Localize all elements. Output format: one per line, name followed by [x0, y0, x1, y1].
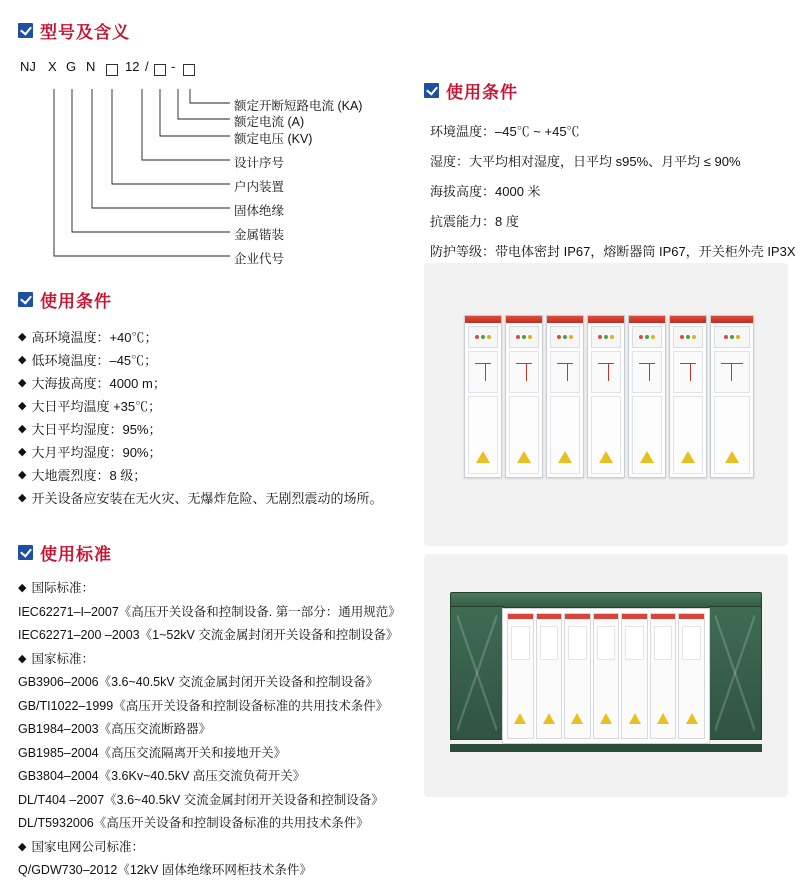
indicator-green	[563, 335, 567, 339]
section-title-model: 型号及含义	[40, 23, 130, 42]
section-header-conditions-right	[424, 78, 788, 103]
indicator-red	[475, 335, 479, 339]
kiosk-cabinet	[678, 613, 705, 739]
warning-triangle-icon	[681, 451, 695, 463]
switchgear-lineup	[464, 315, 754, 478]
warning-triangle-icon	[640, 451, 654, 463]
check-mark-icon	[18, 23, 33, 38]
warning-triangle-icon	[571, 713, 583, 724]
indicator-yellow	[610, 335, 614, 339]
cabinet-lower-door	[714, 396, 750, 474]
indicator-yellow	[692, 335, 696, 339]
indicator-green	[604, 335, 608, 339]
warning-triangle-icon	[686, 713, 698, 724]
cabinet-lower-door	[550, 396, 580, 474]
kiosk-base	[450, 744, 762, 752]
model-char-8: -	[171, 59, 176, 74]
model-label-3: 设计序号	[234, 156, 285, 170]
diamond-icon: ◆	[18, 582, 27, 594]
door-panel-pattern	[457, 615, 497, 731]
condition-line: 湿度：大平均相对湿度，日平均 s95%、月平均 ≤ 90%	[430, 154, 741, 169]
indicator-green	[522, 335, 526, 339]
cabinet-indicator-panel	[632, 326, 662, 348]
standards-item: GB3804–2004《3.6Kv~40.5kV 高压交流负荷开关》	[18, 769, 306, 783]
model-char-5: 12	[125, 59, 140, 74]
list-item-label: 大日平均温度 +35℃；	[31, 399, 162, 414]
indicator-red	[598, 335, 602, 339]
cabinet-indicator-panel	[673, 326, 703, 348]
diamond-icon: ◆	[18, 331, 27, 343]
indicator-green	[730, 335, 734, 339]
product-image-switchgear-lineup	[424, 263, 788, 546]
list-item	[18, 418, 418, 441]
cabinet-lower-door	[632, 396, 662, 474]
cabinet-lower-door	[509, 396, 539, 474]
indicator-green	[481, 335, 485, 339]
cabinet-top-strip	[629, 316, 665, 323]
condition-line: 海拔高度：4000 米	[430, 184, 541, 199]
model-label-5: 固体绝缘	[234, 204, 285, 218]
left-column	[18, 18, 418, 883]
kiosk-interior	[502, 608, 710, 744]
cabinet-mimic-panel	[673, 351, 703, 393]
cabinet-top-strip	[588, 316, 624, 323]
standards-group-head	[18, 836, 418, 860]
door-panel-pattern	[715, 615, 755, 731]
indicator-yellow	[487, 335, 491, 339]
list-item-label: 开关设备应安装在无火灾、无爆炸危险、无剧烈震动的场所。	[31, 491, 383, 506]
standards-item: DL/T5932006《高压开关设备和控制设备标准的共用技术条件》	[18, 816, 369, 830]
cabinet-top-strip	[670, 316, 706, 323]
list-item-label: 大海拔高度：4000 m；	[31, 376, 166, 391]
list-item	[18, 487, 418, 510]
condition-line: 抗震能力：8 度	[430, 214, 519, 229]
cabinet-mimic-panel	[632, 351, 662, 393]
standards-item: GB3906–2006《3.6~40.5kV 交流金属封闭开关设备和控制设备》	[18, 675, 379, 689]
diamond-icon: ◆	[18, 652, 27, 665]
standards-list	[18, 577, 418, 883]
cabinet-lower-door	[468, 396, 498, 474]
warning-triangle-icon	[558, 451, 572, 463]
indicator-red	[516, 335, 520, 339]
cabinet-top-strip	[565, 614, 590, 619]
product-image-kiosk-substation	[424, 554, 788, 797]
model-label-0: 额定开断短路电流 (KA)	[234, 99, 363, 113]
cabinet-top-strip	[679, 614, 704, 619]
warning-triangle-icon	[629, 713, 641, 724]
diamond-icon: ◆	[18, 492, 27, 504]
cabinet-mimic-panel	[682, 626, 701, 660]
switchgear-cabinet	[587, 315, 625, 478]
cabinet-indicator-panel	[550, 326, 580, 348]
warning-triangle-icon	[657, 713, 669, 724]
switchgear-cabinet	[505, 315, 543, 478]
standards-item: GB1984–2003《高压交流断路器》	[18, 722, 212, 736]
cabinet-mimic-panel	[597, 626, 616, 660]
warning-triangle-icon	[599, 451, 613, 463]
check-mark-icon	[18, 292, 33, 307]
standards-item: Q/GDW730–2012《12kV 固体绝缘环网柜技术条件》	[18, 863, 312, 877]
list-item	[18, 372, 418, 395]
standards-item: DL/T404 –2007《3.6~40.5kV 交流金属封闭开关设备和控制设备》	[18, 792, 384, 807]
warning-triangle-icon	[543, 713, 555, 724]
list-item-label: 低环境温度：–45℃；	[31, 353, 158, 368]
standards-group-label: 国家电网公司标准：	[31, 839, 144, 854]
model-label-7: 企业代号	[234, 252, 285, 266]
model-char-6: /	[145, 59, 149, 74]
kiosk-cabinet	[507, 613, 534, 739]
list-item-label: 高环境温度：+40℃；	[31, 330, 158, 345]
model-label-2: 额定电压 (KV)	[234, 132, 313, 146]
model-label-6: 金属锴装	[234, 228, 285, 242]
model-char-3: N	[86, 59, 96, 74]
warning-triangle-icon	[514, 713, 526, 724]
conditions-right-list	[424, 117, 796, 267]
condition-line: 环境温度：–45℃ ~ +45℃	[430, 124, 580, 139]
cabinet-indicator-panel	[468, 326, 498, 348]
list-item-label: 大地震烈度：8 级；	[31, 468, 147, 483]
section-title-standards: 使用标准	[40, 545, 112, 564]
kiosk-cabinet	[593, 613, 620, 739]
indicator-green	[686, 335, 690, 339]
indicator-green	[645, 335, 649, 339]
cabinet-mimic-panel	[509, 351, 539, 393]
cabinet-top-strip	[594, 614, 619, 619]
diamond-icon: ◆	[18, 469, 27, 481]
cabinet-mimic-panel	[625, 626, 644, 660]
cabinet-mimic-panel	[714, 351, 750, 393]
list-item-label: 大月平均湿度：90%；	[31, 445, 162, 460]
kiosk-substation	[450, 592, 762, 752]
diamond-icon: ◆	[18, 377, 27, 389]
section-title-conditions-right: 使用条件	[446, 83, 518, 102]
indicator-yellow	[569, 335, 573, 339]
kiosk-cabinet	[650, 613, 677, 739]
standards-group-label: 国际标准：	[31, 581, 94, 595]
switchgear-cabinet	[710, 315, 754, 478]
diamond-icon: ◆	[18, 400, 27, 412]
standards-item: GB/TI1022–1999《高压开关设备和控制设备标准的共用技术条件》	[18, 698, 389, 713]
section-header-conditions-left	[18, 287, 418, 312]
cabinet-mimic-panel	[511, 626, 530, 660]
model-label-4: 户内装置	[234, 180, 285, 194]
indicator-yellow	[736, 335, 740, 339]
kiosk-cabinet	[536, 613, 563, 739]
check-mark-icon	[424, 83, 439, 98]
kiosk-right-door	[708, 606, 762, 740]
cabinet-top-strip	[537, 614, 562, 619]
warning-triangle-icon	[725, 451, 739, 463]
kiosk-cabinet	[564, 613, 591, 739]
cabinet-top-strip	[547, 316, 583, 323]
indicator-red	[557, 335, 561, 339]
warning-triangle-icon	[600, 713, 612, 724]
condition-line: 防护等级：带电体密封 IP67，熔断器筒 IP67，开关柜外壳 IP3X	[430, 244, 796, 259]
kiosk-cabinet	[621, 613, 648, 739]
switchgear-cabinet	[464, 315, 502, 478]
model-char-2: G	[66, 59, 77, 74]
cabinet-indicator-panel	[714, 326, 750, 348]
list-item	[18, 395, 418, 418]
cabinet-top-strip	[508, 614, 533, 619]
diamond-icon: ◆	[18, 840, 27, 853]
standards-item: IEC62271–200 –2003《1~52kV 交流金属封闭开关设备和控制设备》	[18, 628, 399, 642]
cabinet-mimic-panel	[568, 626, 587, 660]
cabinet-mimic-panel	[540, 626, 559, 660]
warning-triangle-icon	[517, 451, 531, 463]
diamond-icon: ◆	[18, 446, 27, 458]
cabinet-top-strip	[465, 316, 501, 323]
model-label-1: 额定电流 (A)	[234, 115, 305, 129]
cabinet-indicator-panel	[509, 326, 539, 348]
indicator-red	[680, 335, 684, 339]
warning-triangle-icon	[476, 451, 490, 463]
section-header-model	[18, 18, 418, 43]
indicator-red	[639, 335, 643, 339]
cabinet-top-strip	[622, 614, 647, 619]
indicator-red	[724, 335, 728, 339]
list-item	[18, 349, 418, 372]
standards-group-head	[18, 577, 418, 601]
model-code-diagram	[18, 59, 418, 266]
standards-item: GB1985–2004《高压交流隔离开关和接地开关》	[18, 745, 287, 760]
cabinet-top-strip	[651, 614, 676, 619]
section-header-standards	[18, 540, 418, 565]
diamond-icon: ◆	[18, 354, 27, 366]
list-item	[18, 441, 418, 464]
indicator-yellow	[528, 335, 532, 339]
model-char-0: NJ	[20, 59, 36, 74]
standards-group-head	[18, 648, 418, 672]
cabinet-mimic-panel	[591, 351, 621, 393]
list-item	[18, 326, 418, 349]
indicator-yellow	[651, 335, 655, 339]
cabinet-lower-door	[673, 396, 703, 474]
right-column	[424, 78, 796, 267]
cabinet-mimic-panel	[550, 351, 580, 393]
list-item	[18, 464, 418, 487]
kiosk-left-door	[450, 606, 504, 740]
cabinet-top-strip	[711, 316, 753, 323]
standards-item: IEC62271–I–2007《高压开关设备和控制设备. 第一部分：通用规范》	[18, 604, 401, 619]
diamond-icon: ◆	[18, 423, 27, 435]
switchgear-cabinet	[546, 315, 584, 478]
model-char-1: X	[48, 59, 57, 74]
cabinet-top-strip	[506, 316, 542, 323]
conditions-left-list	[18, 326, 418, 510]
cabinet-indicator-panel	[591, 326, 621, 348]
cabinet-mimic-panel	[468, 351, 498, 393]
standards-group-label: 国家标准：	[31, 651, 94, 666]
cabinet-lower-door	[591, 396, 621, 474]
cabinet-mimic-panel	[654, 626, 673, 660]
switchgear-cabinet	[628, 315, 666, 478]
check-mark-icon	[18, 545, 33, 560]
switchgear-cabinet	[669, 315, 707, 478]
list-item-label: 大日平均湿度：95%；	[31, 422, 162, 437]
section-title-conditions-left: 使用条件	[40, 292, 112, 311]
model-label-list	[18, 59, 418, 266]
